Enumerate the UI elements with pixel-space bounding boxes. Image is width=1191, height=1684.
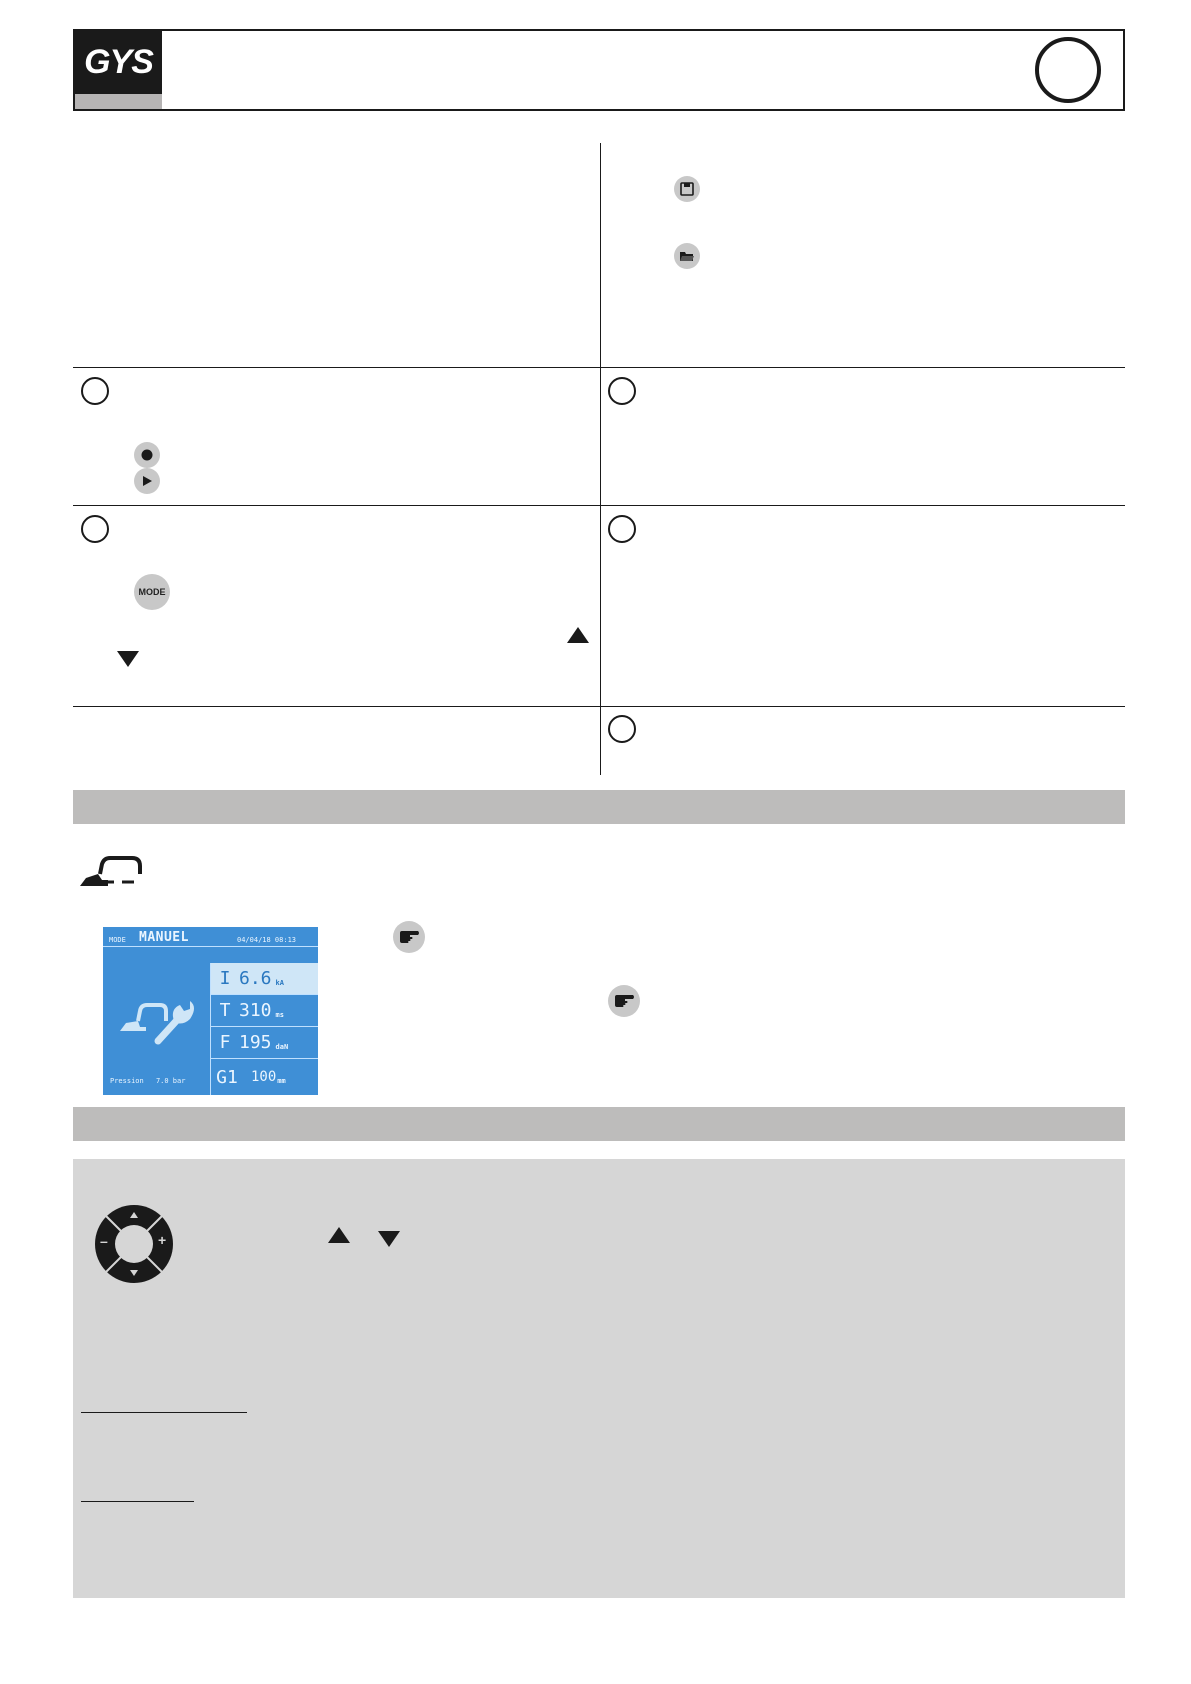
- lcd-row-letter: I: [219, 968, 231, 989]
- lcd-row-unit: ms: [275, 1010, 284, 1019]
- section-band: [73, 1107, 1125, 1141]
- lcd-mode-value: MANUEL: [139, 930, 189, 945]
- lcd-mode-label: MODE: [109, 936, 126, 944]
- language-badge: [1035, 37, 1101, 103]
- lcd-row-unit: mm: [277, 1077, 286, 1085]
- heading-underline: [81, 1501, 194, 1502]
- triangle-up-icon: [567, 627, 589, 648]
- lcd-row-time: [211, 995, 318, 1027]
- pointing-hand-icon: [608, 985, 640, 1017]
- column-divider: [600, 143, 601, 775]
- folder-open-icon: [674, 243, 700, 269]
- lcd-row-letter: F: [219, 1032, 231, 1053]
- lcd-row-value: 310: [239, 1000, 272, 1021]
- lcd-pression-label: Pression: [110, 1077, 144, 1085]
- lcd-row-current: [211, 963, 318, 995]
- lcd-header: [103, 927, 318, 947]
- triangle-down-icon: [117, 651, 139, 672]
- welding-clamp-icon: [78, 856, 142, 893]
- step-marker: [81, 377, 109, 405]
- row-divider-1: [73, 367, 1125, 368]
- joystick-minus: –: [100, 1233, 108, 1249]
- section-band: [73, 790, 1125, 824]
- row-divider-2: [73, 505, 1125, 506]
- heading-underline: [81, 1412, 247, 1413]
- lcd-row-letter: G1: [216, 1066, 238, 1088]
- pointing-hand-icon: [393, 921, 425, 953]
- step-marker: [608, 515, 636, 543]
- play-icon: [134, 468, 160, 494]
- step-marker: [81, 515, 109, 543]
- lcd-row-value: 195: [239, 1032, 272, 1053]
- triangle-down-icon: [378, 1231, 400, 1252]
- step-marker: [608, 715, 636, 743]
- clamp-wrench-icon: [118, 997, 196, 1052]
- lcd-row-gun: [211, 1059, 318, 1095]
- joystick-plus: +: [158, 1232, 167, 1248]
- step-marker: [608, 377, 636, 405]
- row-divider-3: [73, 706, 1125, 707]
- triangle-up-icon: [328, 1227, 350, 1248]
- lcd-row-value: 100: [251, 1069, 277, 1085]
- record-dot-icon: [134, 442, 160, 468]
- header-frame: [73, 29, 1125, 111]
- lcd-row-unit: kA: [275, 978, 284, 987]
- lcd-datetime: 04/04/18 08:13: [237, 936, 297, 944]
- lcd-row-unit: daN: [275, 1042, 289, 1051]
- lcd-pression: [110, 1077, 185, 1085]
- info-panel: [73, 1159, 1125, 1598]
- logo-underbar: [75, 94, 162, 109]
- lcd-row-letter: T: [219, 1000, 231, 1021]
- mode-button-icon: MODE: [134, 574, 170, 610]
- floppy-disk-icon: [674, 176, 700, 202]
- lcd-row-force: [211, 1027, 318, 1059]
- lcd-pression-value: 7.0 bar: [155, 1077, 186, 1085]
- brand-logo: GYS: [75, 31, 162, 94]
- lcd-row-value: 6.6: [239, 968, 272, 989]
